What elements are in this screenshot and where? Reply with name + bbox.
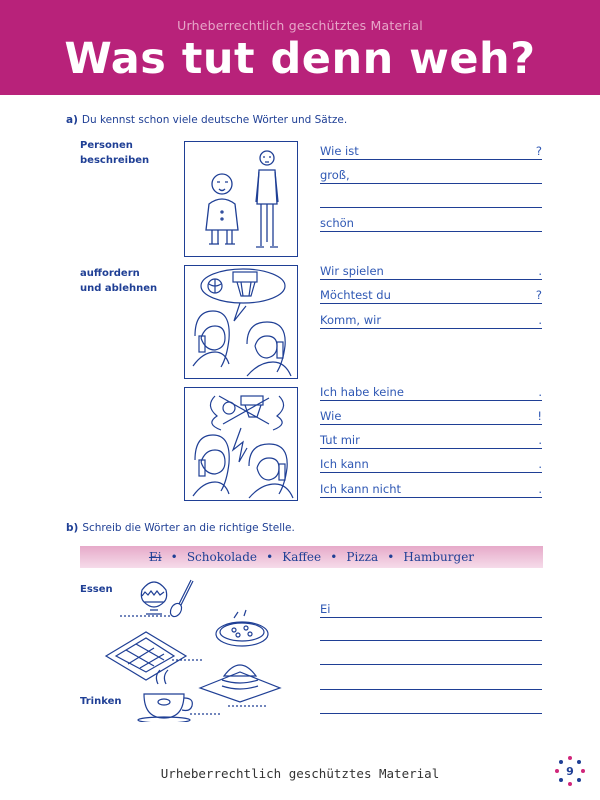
task-b-text: Schreib die Wörter an die richtige Stelle.	[82, 522, 295, 534]
illustration-phone-basketball	[184, 265, 298, 379]
task-a-letter: a)	[66, 114, 78, 126]
word-bank-item: Schokolade	[186, 550, 257, 564]
word-bank	[80, 546, 543, 568]
label-essen: Essen	[80, 584, 113, 595]
word-bank-item: Kaffee	[282, 550, 322, 564]
task-a	[66, 114, 347, 126]
line-ablehnen-2: Wie !	[320, 409, 542, 423]
food-answer-line-5	[320, 713, 542, 714]
line-personen-3	[320, 191, 542, 208]
line-auffordern-3: Komm, wir .	[320, 313, 542, 327]
line-auffordern-1: Wir spielen .	[320, 264, 542, 278]
page-number: 9	[566, 765, 574, 778]
task-b	[66, 522, 295, 534]
word-bank-crossed: Ei	[148, 550, 162, 564]
label-auffordern-line2: und ablehnen	[80, 283, 158, 294]
watermark-top: Urheberrechtlich geschütztes Material	[177, 18, 423, 33]
word-bank-separator: •	[170, 550, 178, 564]
line-ablehnen-5: Ich kann nicht .	[320, 482, 542, 496]
spoon-icon	[168, 580, 193, 619]
line-personen-1: Wie ist ?	[320, 144, 542, 158]
line-auffordern-2: Möchtest du ?	[320, 288, 542, 302]
label-personen-line1: Personen	[80, 140, 133, 151]
watermark-bottom: Urheberrechtlich geschütztes Material	[160, 766, 440, 781]
food-answer-line-3	[320, 664, 542, 665]
line-ablehnen-3: Tut mir .	[320, 433, 542, 447]
food-answer-line-1: Ei	[320, 601, 542, 618]
line-personen-2: groß,	[320, 167, 542, 184]
food-answer-line-2	[320, 640, 542, 641]
word-bank-separator: •	[330, 550, 338, 564]
food-answer-line-4	[320, 689, 542, 690]
page-badge-dots-icon	[553, 754, 587, 788]
food-illustrations	[100, 572, 290, 722]
egg-cup-icon	[141, 582, 166, 614]
phone-basketball-drawing	[185, 266, 297, 378]
phone-refusal-drawing	[185, 388, 297, 500]
two-men-drawing	[185, 142, 297, 256]
chocolate-icon	[106, 632, 186, 680]
label-personen-line2: beschreiben	[80, 155, 150, 166]
word-bank-item: Hamburger	[403, 550, 475, 564]
coffee-cup-icon	[138, 670, 192, 722]
illustration-phone-refusal	[184, 387, 298, 501]
task-a-text: Du kennst schon viele deutsche Wörter und Sätze.	[81, 114, 348, 126]
word-bank-item: Pizza	[346, 550, 379, 564]
word-bank-separator: •	[387, 550, 395, 564]
line-ablehnen-4: Ich kann .	[320, 457, 542, 471]
pizza-icon	[216, 610, 268, 646]
line-ablehnen-1: Ich habe keine .	[320, 385, 542, 399]
line-personen-4: schön	[320, 215, 542, 232]
label-personen	[80, 138, 149, 168]
label-trinken: Trinken	[80, 696, 122, 707]
hamburger-icon	[200, 665, 280, 702]
task-b-letter: b)	[66, 522, 79, 534]
page-title: Was tut denn weh?	[64, 34, 536, 84]
word-bank-separator: •	[266, 550, 274, 564]
label-auffordern	[80, 266, 157, 296]
page-number-badge	[553, 754, 587, 788]
illustration-two-men	[184, 141, 298, 257]
label-auffordern-line1: auffordern	[80, 268, 140, 279]
